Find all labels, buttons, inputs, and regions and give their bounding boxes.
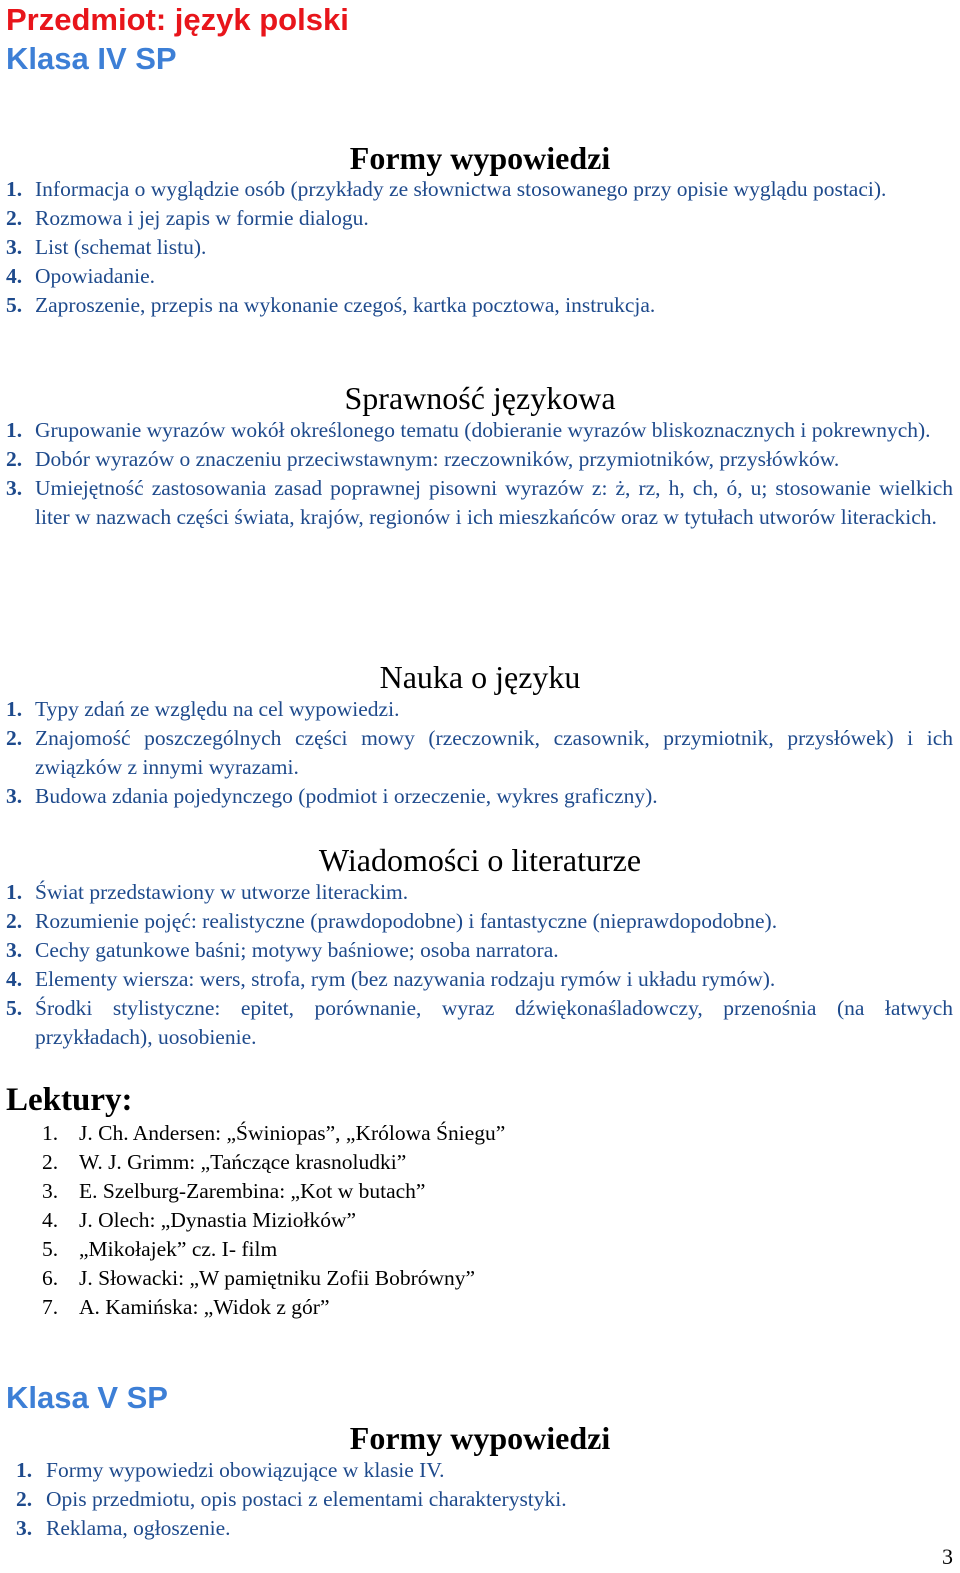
item-text: List (schemat listu). [35,235,207,259]
item-text: Budowa zdania pojedynczego (podmiot i orzeczenie, wykres graficzny). [35,784,658,808]
item-number: 4. [6,967,23,991]
item-text: J. Słowacki: „W pamiętniku Zofii Bobrówny” [79,1266,476,1290]
list-item [0,1206,505,1235]
section-heading-literatura: Wiadomości o literaturze [318,842,642,878]
item-number: 2. [6,206,23,230]
list-item [6,474,953,532]
list-item [16,1485,567,1514]
list-item [0,1293,505,1322]
item-text: „Mikołajek” cz. I- film [79,1237,278,1261]
list-item [6,878,953,907]
item-text: Typy zdań ze względu na cel wypowiedzi. [35,697,400,721]
item-number: 1. [6,880,23,904]
list-item [6,994,953,1052]
item-text: Grupowanie wyrazów wokół określonego tematu (dobieranie wyrazów bliskoznacznych i pokrewnych). [35,418,931,442]
list-item [6,233,953,262]
lektury-list [0,1119,505,1322]
item-number: 3. [6,235,23,259]
subject-title: Przedmiot: język polski [6,2,349,37]
item-number: 3. [6,476,23,500]
item-number: 4. [6,264,23,288]
item-text: Cechy gatunkowe baśni; motywy baśniowe; osoba narratora. [35,938,559,962]
class-iv-title: Klasa IV SP [6,41,177,76]
item-number: 3. [6,938,23,962]
class-v-title: Klasa V SP [6,1380,168,1415]
list-item [6,936,953,965]
item-number: 5. [6,293,23,317]
item-text: Rozumienie pojęć: realistyczne (prawdopodobne) i fantastyczne (nieprawdopodobne). [35,909,778,933]
list-item [6,724,953,782]
item-number: 5. [6,996,23,1020]
list-item [0,1264,505,1293]
item-number: 2. [6,447,23,471]
list-item [6,907,953,936]
list-item [16,1456,567,1485]
list-formy-v [16,1456,567,1543]
item-text: Opis przedmiotu, opis postaci z elementami charakterystyki. [46,1487,567,1511]
section-heading-formy-v: Formy wypowiedzi [349,1420,611,1456]
item-number: 1. [6,418,23,442]
item-number: 2. [16,1487,33,1511]
item-text: Umiejętność zastosowania zasad poprawnej pisowni wyrazów z: ż, rz, h, ch, ó, u; stosowanie wielkich liter w nazwach części świata, krajów, regionów i ich mieszkańców oraz w tytułach utworów literackich. [35,476,953,529]
item-number: 3. [42,1179,59,1203]
item-text: J. Ch. Andersen: „Świniopas”, „Królowa Śniegu” [79,1121,506,1145]
item-number: 1. [6,697,23,721]
item-text: A. Kamińska: „Widok z gór” [79,1295,330,1319]
item-number: 3. [6,784,23,808]
section-heading-nauka: Nauka o języku [379,659,581,695]
item-number: 2. [6,726,23,750]
item-text: Reklama, ogłoszenie. [46,1516,231,1540]
item-text: Opowiadanie. [35,264,156,288]
list-formy [6,175,953,320]
list-item [6,965,953,994]
lektury-heading: Lektury: [6,1082,133,1118]
item-number: 1. [6,177,23,201]
item-number: 7. [42,1295,59,1319]
list-item [6,445,953,474]
item-text: Dobór wyrazów o znaczeniu przeciwstawnym: rzeczowników, przymiotników, przysłówków. [35,447,840,471]
item-text: W. J. Grimm: „Tańczące krasnoludki” [79,1150,407,1174]
list-literatura [6,878,953,1052]
item-number: 3. [16,1516,33,1540]
list-item [6,695,953,724]
item-text: E. Szelburg-Zarembina: „Kot w butach” [79,1179,426,1203]
item-text: J. Olech: „Dynastia Miziołków” [79,1208,357,1232]
page-number: 3 [942,1544,953,1569]
list-item [0,1119,505,1148]
section-heading-formy: Formy wypowiedzi [349,140,611,176]
list-item [0,1148,505,1177]
item-number: 5. [42,1237,59,1261]
list-item [6,416,953,445]
list-nauka [6,695,953,811]
section-heading-sprawnosc: Sprawność językowa [344,380,616,416]
item-number: 1. [42,1121,59,1145]
list-item [6,262,953,291]
list-sprawnosc [6,416,953,532]
item-number: 2. [6,909,23,933]
item-text: Znajomość poszczególnych części mowy (rzeczownik, czasownik, przymiotnik, przysłówek) i ich związków z innymi wyrazami. [35,726,953,779]
item-text: Zaproszenie, przepis na wykonanie czegoś, kartka pocztowa, instrukcja. [35,293,656,317]
item-number: 4. [42,1208,59,1232]
item-text: Informacja o wyglądzie osób (przykłady ze słownictwa stosowanego przy opisie wyglądu postaci). [35,177,887,201]
list-item [6,204,953,233]
item-text: Świat przedstawiony w utworze literackim. [35,880,409,904]
item-number: 1. [16,1458,33,1482]
list-item [6,291,953,320]
list-item [6,782,953,811]
item-text: Rozmowa i jej zapis w formie dialogu. [35,206,369,230]
item-text: Elementy wiersza: wers, strofa, rym (bez nazywania rodzaju rymów i układu rymów). [35,967,776,991]
item-number: 6. [42,1266,59,1290]
item-text: Formy wypowiedzi obowiązujące w klasie IV. [46,1458,445,1482]
list-item [0,1177,505,1206]
item-number: 2. [42,1150,59,1174]
list-item [6,175,953,204]
list-item [16,1514,567,1543]
list-item [0,1235,505,1264]
item-text: Środki stylistyczne: epitet, porównanie, wyraz dźwiękonaśladowczy, przenośnia (na łatwych przykładach), uosobienie. [35,996,953,1049]
